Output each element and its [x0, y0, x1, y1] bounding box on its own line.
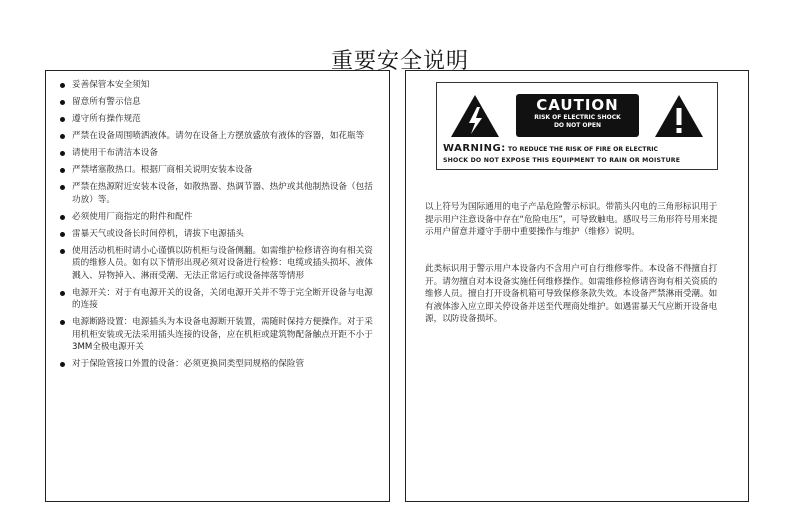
- list-item: [60, 316, 379, 354]
- list-item-text: 遵守所有操作规范: [72, 114, 141, 124]
- list-item-text: 严禁堵塞散热口。根据厂商相关说明安装本设备: [72, 165, 253, 175]
- bullet-icon: [60, 215, 65, 220]
- lightning-triangle-icon: [449, 93, 501, 139]
- caution-label: [436, 82, 718, 170]
- bullet-icon: [60, 134, 65, 139]
- list-item-text: 留意所有警示信息: [72, 97, 141, 107]
- list-item-text: 严禁在热源附近安装本设备，如散热器、热调节器、热炉或其他制热设备（包括功放）等。: [72, 182, 373, 205]
- bullet-icon: [60, 185, 65, 190]
- list-item: [60, 287, 379, 312]
- list-item: [60, 228, 379, 241]
- caution-subtitle-1: RISK OF ELECTRIC SHOCK: [534, 114, 621, 121]
- list-item: [60, 147, 379, 160]
- list-item: [60, 79, 379, 92]
- warning-word: WARNING:: [443, 143, 506, 154]
- list-item-text: 雷暴天气或设备长时间停机，请拔下电源插头: [72, 228, 244, 239]
- bullet-icon: [60, 151, 65, 156]
- page-title: 重要安全说明: [330, 49, 469, 74]
- bullet-icon: [60, 117, 65, 122]
- safety-instructions-panel: [45, 70, 390, 502]
- warning-line-2: SHOCK DO NOT EXPOSE THIS EQUIPMENT TO RAIN OR MOISTURE: [443, 157, 681, 164]
- caution-subtitle-2: DO NOT OPEN: [553, 122, 602, 129]
- bullet-icon: [60, 362, 65, 367]
- exclamation-triangle-icon: [653, 93, 705, 139]
- bullet-icon: [60, 249, 65, 254]
- bullet-icon: [60, 100, 65, 105]
- list-item-text: 严禁在设备周围喷洒液体。请勿在设备上方摆放盛放有液体的容器，如花瓶等: [72, 131, 365, 141]
- list-item-text: 妥善保管本安全须知: [72, 80, 150, 90]
- list-item: [60, 181, 379, 206]
- list-item: [60, 113, 379, 126]
- warning-symbols-panel: [405, 70, 749, 502]
- list-item: [60, 130, 379, 143]
- list-item: [60, 164, 379, 177]
- list-item-text: 必须使用厂商指定的附件和配件: [72, 211, 193, 222]
- list-item: [60, 245, 379, 283]
- list-item-text: 电源开关：对于有电源开关的设备，关闭电源开关并不等于完全断开设备与电源的连接: [72, 287, 373, 310]
- no-user-serviceable-paragraph: 此类标识用于警示用户本设备内不含用户可自行维修零件。本设备不得擅自打开。请勿擅自对本设备实施任何维修操作。如需维修检修请咨询有相关资质的维修人员。擅自打开设备机箱可导致保修条款失效。本设备严禁淋雨受潮。如有液体渗入应立即关停设备并送至代理商处维护。如遇雷暴天气应断开设备电源，以防设备损坏。: [425, 264, 718, 324]
- list-item-text: 使用活动机柜时请小心谨慎以防机柜与设备侧翻。如需维护检修请咨询有相关资质的维修人员。如有以下情形出现必须对设备进行检修：电缆或插头损坏、液体溅入、异物掉入、淋雨受潮、无法正常运行或设备摔落等情形: [72, 245, 373, 281]
- caution-badge: [516, 94, 639, 137]
- list-item-text: 电源断路设置：电源插头为本设备电源断开装置，需随时保持方便操作。对于采用机柜安装或无法采用插头连接的设备，应在机柜或建筑物配备触点开距不小于3MM全极电源开关: [72, 317, 373, 352]
- bullet-icon: [60, 232, 65, 237]
- safety-instructions-list: [60, 79, 379, 371]
- caution-word: CAUTION: [536, 96, 619, 114]
- bullet-icon: [60, 168, 65, 173]
- list-item: [60, 211, 379, 224]
- bullet-icon: [60, 83, 65, 88]
- list-item-text: 对于保险管接口外置的设备：必须更换同类型同规格的保险管: [72, 359, 305, 369]
- warning-line-1: [443, 143, 713, 154]
- list-item-text: 请使用干布清洁本设备: [72, 148, 158, 158]
- bullet-icon: [60, 291, 65, 296]
- bullet-icon: [60, 320, 65, 325]
- symbol-explanation-paragraph: 以上符号为国际通用的电子产品危险警示标识。带箭头闪电的三角形标识用于提示用户注意设备中存在“危险电压”，可导致触电。感叹号三角形符号用来提示用户留意并遵守手册中重要操作与维护（维修）说明。: [425, 202, 718, 237]
- warning-text: TO REDUCE THE RISK OF FIRE OR ELECTRIC: [505, 146, 659, 153]
- list-item: [60, 96, 379, 109]
- list-item: [60, 358, 379, 371]
